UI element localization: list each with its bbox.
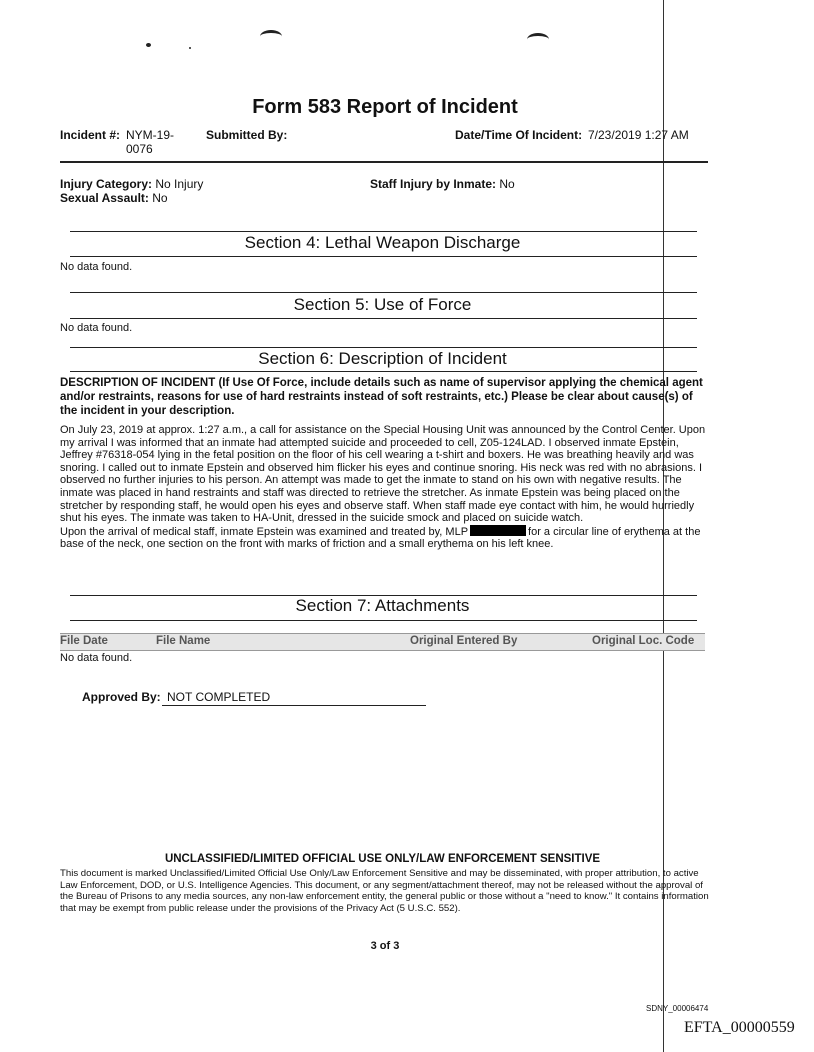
datetime-label: Date/Time Of Incident: (455, 128, 583, 142)
classification-notice: This document is marked Unclassified/Limited Official Use Only/Law Enforcement Sensitive and may be disseminated, with proper attribution, to active Law Enforcement, DOD, or U.S. Intelligence Agencies. This document, or any segment/attachment thereof, may not be released without the approval of the Bureau of Prisons to any media sources, any non-law enforcement entity, the general public or those without a "need to know." It contains information that may be exempt from public release under the provisions of the Privacy Act (5 U.S.C. 552). (60, 868, 709, 914)
injury-category (60, 177, 203, 191)
incident-number-line1: NYM-19- (126, 128, 175, 142)
col-original-loc-code: Original Loc. Code (592, 635, 695, 647)
approved-by-underline (162, 705, 426, 706)
sexual-assault (60, 191, 168, 205)
description-heading: DESCRIPTION OF INCIDENT (If Use Of Force, include details such as name of supervisor applying the chemical agent and/or restraints, reasons for use of hard restraints instead of soft restraints, etc.) Please be clear about cause(s) of the incident in your description. (60, 377, 703, 417)
col-file-date: File Date (60, 635, 108, 647)
form-title: Form 583 Report of Incident (252, 96, 518, 118)
narrative-paragraph-1: On July 23, 2019 at approx. 1:27 a.m., a call for assistance on the Special Housing Unit was announced by the Control Center. Upon my arrival I was informed that an inmate had attempted suicide and proceeded to cell, Z05-124LAD. I observed inmate Epstein, Jeffrey #76318-054 lying in the fetal position on the floor of his cell wearing a t-shirt and boxers. He was breathing heavily and was snoring. I called out to inmate Epstein and observed him flicker his eyes and continue snoring. His neck was red with no abrasions. I observed no further injuries to his person. An attempt was made to get the inmate to stand on his own with negative results. The inmate was placed in hand restraints and staff was directed to retrieve the stretcher. As inmate Epstein was being placed on the stretcher by responding staff, he would open his eyes and observe staff. When staff made eye contact with him, he would hurriedly shut his eyes. The inmate was taken to HA-Unit, dressed in the suicide smock and placed on suicide watch. (60, 424, 706, 525)
narrative-paragraph-2b: for a circular line of erythema at the base of the neck, one section on the front with marks of friction and a small erythema on his left knee. (60, 525, 701, 551)
section-4-body: No data found. (60, 261, 133, 273)
section-7-title: Section 7: Attachments (295, 596, 470, 615)
staff-injury-value: No (499, 177, 515, 191)
page-number: 3 of 3 (370, 940, 400, 952)
attachments-header-row (60, 633, 705, 651)
staff-injury (370, 177, 515, 191)
section-6-bottom-rule (70, 371, 697, 372)
bates-sdny: SDNY_00006474 (646, 1004, 709, 1013)
staff-injury-label: Staff Injury by Inmate: (370, 177, 497, 191)
section-5-bottom-rule (70, 318, 697, 319)
redaction-box (470, 525, 526, 536)
narrative-paragraph-2 (60, 525, 712, 551)
header-divider (60, 161, 708, 163)
col-file-name: File Name (156, 635, 211, 647)
section-5-title: Section 5: Use of Force (293, 295, 472, 314)
section-6-top-rule (70, 347, 697, 348)
section-7-bottom-rule (70, 620, 697, 621)
hole-punch-mark-left (260, 30, 282, 43)
section-5-body: No data found. (60, 322, 133, 334)
section-5-top-rule (70, 292, 697, 293)
section-7-body: No data found. (60, 652, 133, 664)
approved-by-value: NOT COMPLETED (167, 690, 271, 704)
incident-narrative (60, 424, 712, 551)
submitted-by-label: Submitted By: (206, 128, 288, 142)
col-original-entered-by: Original Entered By (410, 635, 518, 647)
section-6-title: Section 6: Description of Incident (258, 349, 507, 368)
sexual-assault-value: No (152, 191, 168, 205)
incident-number-line2: 0076 (126, 142, 153, 156)
approved-by-label: Approved By: (82, 690, 161, 704)
injury-category-value: No Injury (155, 177, 204, 191)
hole-punch-mark-right (527, 33, 549, 46)
injury-category-label: Injury Category: (60, 177, 153, 191)
bates-efta: EFTA_00000559 (684, 1019, 795, 1036)
scan-speck (189, 47, 191, 49)
section-4-top-rule (70, 231, 697, 232)
classification-heading: UNCLASSIFIED/LIMITED OFFICIAL USE ONLY/LAW ENFORCEMENT SENSITIVE (164, 853, 601, 865)
section-4-bottom-rule (70, 256, 697, 257)
scan-speck (146, 43, 151, 47)
section-4-title: Section 4: Lethal Weapon Discharge (244, 233, 521, 252)
incident-number-label: Incident #: (60, 128, 121, 142)
sexual-assault-label: Sexual Assault: (60, 191, 149, 205)
narrative-paragraph-2a: Upon the arrival of medical staff, inmate Epstein was examined and treated by, MLP (60, 525, 469, 538)
datetime-value: 7/23/2019 1:27 AM (588, 128, 689, 142)
